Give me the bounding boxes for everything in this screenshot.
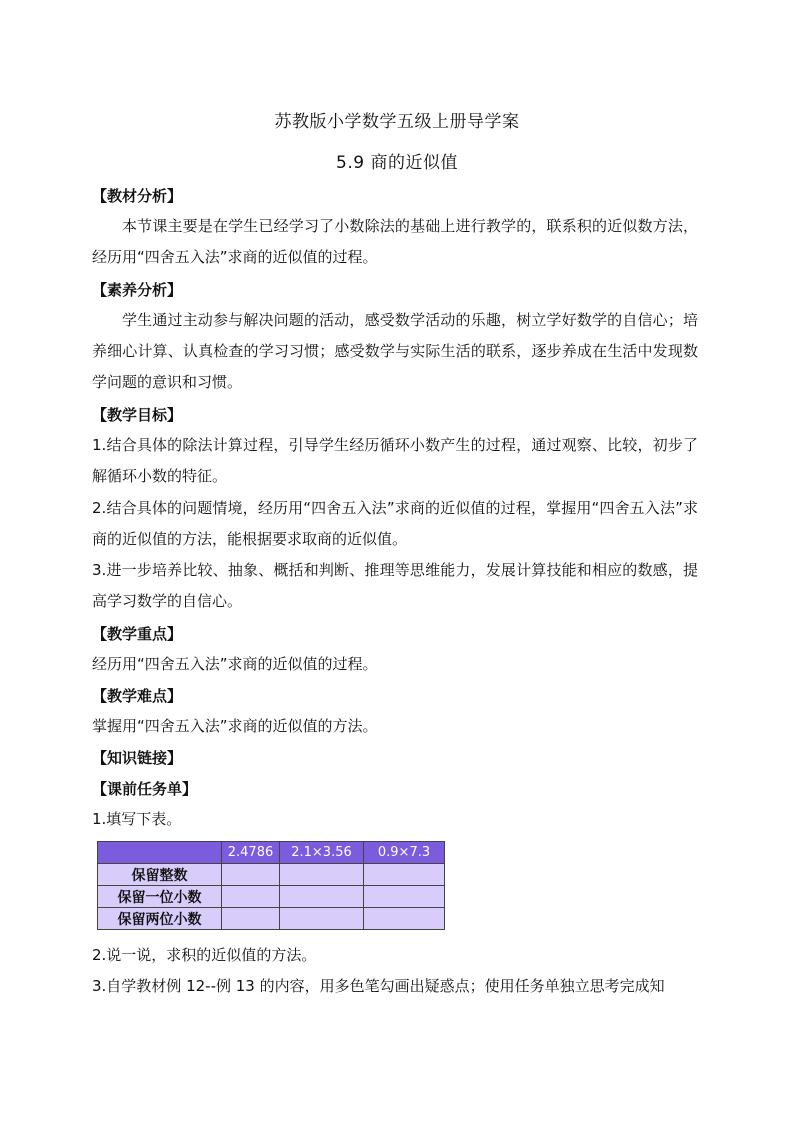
table-cell[interactable]: [280, 886, 364, 908]
table-row: [98, 886, 445, 908]
table-cell[interactable]: [222, 864, 280, 886]
task-3-text: 3.自学教材例 12--例 13 的内容，用多色笔勾画出疑惑点；使用任务单独立思考完成知: [92, 977, 665, 995]
task-2-text: 2.说一说，求积的近似值的方法。: [92, 946, 317, 964]
table-cell[interactable]: [222, 908, 280, 930]
section-heading-literacy-analysis: 【素养分析】: [92, 281, 183, 299]
section-heading-key-point: 【教学重点】: [92, 625, 183, 643]
section-heading-knowledge-link: 【知识链接】: [92, 749, 183, 767]
teaching-goal-1: 1.结合具体的除法计算过程，引导学生经历循环小数产生的过程，通过观察、比较，初步了解循环小数的特征。: [92, 436, 698, 485]
table-header-cell: [98, 842, 222, 864]
table-header-cell: 0.9×7.3: [364, 842, 445, 864]
section-heading-teaching-goals: 【教学目标】: [92, 406, 183, 424]
table-cell[interactable]: [280, 864, 364, 886]
table-row-label: 保留两位小数: [98, 908, 222, 930]
table-cell[interactable]: [364, 908, 445, 930]
literacy-analysis-text: 学生通过主动参与解决问题的活动，感受数学活动的乐趣，树立学好数学的自信心；培养细心计算、认真检查的学习习惯；感受数学与实际生活的联系，逐步养成在生活中发现数学问题的意识和习惯。: [92, 311, 698, 391]
teaching-goal-3: 3.进一步培养比较、抽象、概括和判断、推理等思维能力，发展计算技能和相应的数感，提高学习数学的自信心。: [92, 561, 698, 610]
table-header-row: [98, 842, 445, 864]
table-cell[interactable]: [364, 886, 445, 908]
difficulty-text: 掌握用“四舍五入法”求商的近似值的方法。: [92, 717, 378, 735]
table-cell[interactable]: [280, 908, 364, 930]
fill-in-table: [97, 841, 445, 930]
table-cell[interactable]: [222, 886, 280, 908]
table-row: [98, 864, 445, 886]
table-header-cell: 2.4786: [222, 842, 280, 864]
task-1-text: 1.填写下表。: [92, 810, 182, 828]
table-row-label: 保留整数: [98, 864, 222, 886]
table-cell[interactable]: [364, 864, 445, 886]
section-heading-pre-class-tasks: 【课前任务单】: [92, 780, 198, 798]
textbook-analysis-text: 本节课主要是在学生已经学习了小数除法的基础上进行教学的，联系积的近似数方法，经历用“四舍五入法”求商的近似值的过程。: [92, 217, 698, 266]
document-subtitle: 5.9 商的近似值: [336, 153, 458, 173]
table-header-cell: 2.1×3.56: [280, 842, 364, 864]
key-point-text: 经历用“四舍五入法”求商的近似值的过程。: [92, 655, 378, 673]
teaching-goal-2: 2.结合具体的问题情境，经历用“四舍五入法”求商的近似值的过程，掌握用“四舍五入法”求商的近似值的方法，能根据要求取商的近似值。: [92, 499, 698, 548]
document-title: 苏教版小学数学五级上册导学案: [274, 112, 520, 132]
table-row-label: 保留一位小数: [98, 886, 222, 908]
table-row: [98, 908, 445, 930]
section-heading-textbook-analysis: 【教材分析】: [92, 187, 183, 205]
section-heading-difficulty: 【教学难点】: [92, 687, 183, 705]
